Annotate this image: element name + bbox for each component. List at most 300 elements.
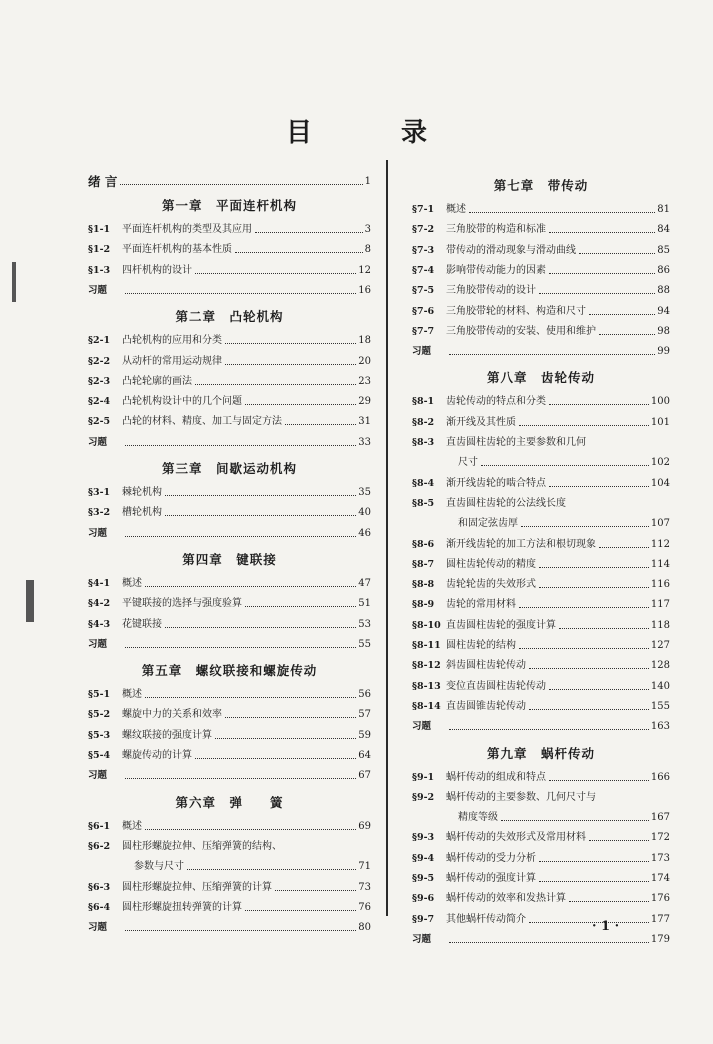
section-number: §6-1 — [88, 820, 111, 832]
leader-dots — [285, 424, 356, 425]
section-number: §6-4 — [88, 901, 111, 913]
page-ref: 53 — [358, 618, 371, 630]
toc-entry[interactable] — [412, 788, 670, 804]
page-number: · 1 · — [592, 919, 620, 934]
page-ref: 85 — [657, 244, 670, 256]
toc-entry[interactable] — [88, 483, 371, 499]
section-number: §9-3 — [412, 832, 435, 844]
page-ref: 167 — [650, 812, 670, 824]
leader-dots — [569, 901, 649, 902]
section-number: §9-7 — [412, 913, 435, 925]
section-number: §8-1 — [412, 396, 435, 408]
page-ref: 35 — [358, 487, 371, 498]
section-number: §6-3 — [88, 881, 111, 893]
entry-title: 圆柱齿轮的结构 — [446, 640, 516, 651]
leader-dots — [529, 922, 649, 923]
entry-title: 概述 — [122, 820, 142, 832]
toc-entry[interactable] — [412, 322, 670, 338]
page-ref: 94 — [657, 305, 670, 317]
toc-entry[interactable] — [412, 849, 670, 865]
section-number: §9-1 — [412, 771, 435, 783]
toc-entry[interactable] — [88, 433, 371, 449]
entry-title: 概述 — [122, 689, 142, 701]
toc-entry[interactable] — [88, 705, 371, 721]
toc-entry[interactable] — [88, 746, 371, 762]
chapter-heading: 第七章 带传动 — [493, 178, 589, 193]
entry-title: 概述 — [122, 577, 142, 589]
toc-entry[interactable] — [412, 636, 670, 652]
entry-title: 渐开线及其性质 — [446, 416, 516, 428]
page-ref: 173 — [650, 852, 670, 864]
leader-dots — [255, 232, 363, 233]
leader-dots — [225, 343, 356, 344]
section-number: §2-4 — [88, 396, 111, 408]
leader-dots — [125, 536, 356, 537]
toc-entry[interactable] — [412, 828, 670, 844]
section-number: §1-1 — [88, 224, 111, 235]
section-number: 习题 — [88, 284, 108, 296]
toc-entry[interactable] — [88, 635, 371, 651]
leader-dots — [539, 567, 649, 568]
entry-title: 其他蜗杆传动简介 — [446, 913, 526, 925]
page-ref: 118 — [650, 619, 670, 631]
leader-dots — [539, 881, 649, 882]
toc-entry[interactable] — [412, 474, 670, 490]
page-ref: 40 — [358, 507, 371, 519]
toc-entry[interactable] — [412, 869, 670, 885]
chapter-heading: 第二章 凸轮机构 — [175, 309, 284, 325]
leader-dots — [549, 486, 649, 487]
toc-entry[interactable] — [88, 240, 371, 256]
section-number: §7-5 — [412, 285, 435, 297]
page-ref: 3 — [364, 224, 371, 235]
toc-entry[interactable] — [88, 594, 371, 610]
section-number: §8-9 — [412, 599, 435, 611]
page-ref: 127 — [650, 640, 670, 651]
page-ref: 12 — [358, 264, 371, 276]
entry-title: 四杆机构的设计 — [122, 264, 192, 276]
entry-title: 三角胶带轮的材料、构造和尺寸 — [446, 305, 586, 317]
page-ref: 71 — [358, 861, 371, 873]
page-ref: 102 — [650, 457, 670, 469]
section-number: §7-3 — [412, 244, 435, 256]
toc-entry[interactable] — [88, 524, 371, 540]
toc-entry[interactable] — [412, 889, 670, 905]
page-ref: 18 — [358, 335, 371, 347]
leader-dots — [521, 526, 649, 527]
leader-dots — [449, 354, 655, 355]
page-ref: 8 — [364, 244, 371, 256]
toc-entry[interactable] — [412, 808, 670, 824]
leader-dots — [245, 910, 356, 911]
leader-dots — [549, 780, 649, 781]
section-number: §8-5 — [412, 497, 435, 509]
leader-dots — [187, 869, 356, 870]
entry-title: 螺旋中力的关系和效率 — [122, 709, 222, 721]
toc-entry[interactable] — [412, 697, 670, 713]
toc-intro-row[interactable] — [88, 172, 371, 188]
column-divider — [386, 160, 388, 916]
toc-entry[interactable] — [412, 555, 670, 571]
entry-title: 圆柱形螺旋扭转弹簧的计算 — [122, 901, 242, 913]
entry-title: 槽轮机构 — [122, 507, 162, 519]
page-ref: 116 — [650, 579, 670, 591]
entry-title: 齿轮的常用材料 — [446, 599, 516, 611]
page-ref: 112 — [650, 538, 670, 550]
leader-dots — [125, 647, 356, 648]
page-ref: 51 — [358, 598, 371, 610]
leader-dots — [215, 738, 356, 739]
chapter-heading: 第六章 弹 簧 — [175, 794, 284, 810]
chapter-heading: 第三章 间歇运动机构 — [161, 461, 297, 476]
page-ref: 100 — [650, 396, 670, 408]
toc-entry[interactable] — [412, 494, 670, 510]
page-ref: 69 — [358, 820, 371, 832]
toc-entry[interactable] — [88, 615, 371, 631]
leader-dots — [235, 252, 363, 253]
section-number: §7-1 — [412, 204, 435, 215]
section-number: 习题 — [412, 721, 432, 733]
section-number: §5-4 — [88, 750, 111, 761]
toc-entry[interactable] — [412, 910, 670, 926]
leader-dots — [501, 820, 649, 821]
entry-title: 带传动的滑动现象与滑动曲线 — [446, 244, 576, 256]
entry-title: 和固定弦齿厚 — [458, 518, 518, 530]
toc-entry[interactable] — [88, 726, 371, 742]
scan-mark — [12, 262, 16, 302]
page-ref: 31 — [358, 416, 371, 428]
page-ref: 46 — [358, 527, 371, 539]
entry-title: 从动杆的常用运动规律 — [122, 355, 222, 367]
entry-title: 齿轮传动的特点和分类 — [446, 396, 546, 408]
leader-dots — [145, 697, 356, 698]
toc-entry[interactable] — [412, 514, 670, 530]
leader-dots — [549, 689, 649, 690]
section-number: §2-2 — [88, 355, 111, 367]
page-title: 目 录 — [285, 118, 468, 148]
entry-title: 平面连杆机构的基本性质 — [122, 244, 232, 256]
entry-title: 花键联接 — [122, 618, 162, 630]
leader-dots — [539, 293, 655, 294]
toc-entry[interactable] — [412, 392, 670, 408]
page-ref: 166 — [650, 771, 670, 783]
leader-dots — [481, 465, 649, 466]
section-number: 习题 — [88, 922, 108, 934]
leader-dots — [165, 627, 356, 628]
toc-entry[interactable] — [412, 677, 670, 693]
entry-title: 三角胶带的构造和标准 — [446, 224, 546, 236]
page-ref: 176 — [650, 893, 670, 905]
leader-dots — [165, 515, 356, 516]
leader-dots — [195, 758, 356, 759]
chapter-heading: 第九章 蜗杆传动 — [486, 745, 595, 761]
toc-entry[interactable] — [88, 817, 371, 833]
toc-entry[interactable] — [88, 372, 371, 388]
toc-entry[interactable] — [88, 352, 371, 368]
toc-entry[interactable] — [412, 535, 670, 551]
page-ref: 86 — [657, 264, 670, 276]
section-number: §8-12 — [412, 660, 441, 672]
leader-dots — [589, 840, 649, 841]
entry-title: 直齿圆柱齿轮的强度计算 — [446, 619, 556, 631]
entry-title: 凸轮的材料、精度、加工与固定方法 — [122, 416, 282, 428]
page-ref: 29 — [358, 396, 371, 408]
section-number: §3-2 — [88, 507, 111, 519]
section-number: §9-2 — [412, 791, 435, 803]
section-number: §2-1 — [88, 335, 111, 347]
toc-entry[interactable] — [88, 261, 371, 277]
page-ref: 172 — [650, 832, 670, 844]
entry-title: 直齿圆锥齿轮传动 — [446, 700, 526, 712]
section-number: §5-2 — [88, 709, 111, 721]
leader-dots — [599, 334, 655, 335]
leader-dots — [245, 606, 356, 607]
toc-entry[interactable] — [412, 302, 670, 318]
page-ref: 16 — [358, 284, 371, 296]
section-number: §4-1 — [88, 577, 111, 589]
entry-title: 圆柱形螺旋拉伸、压缩弹簧的计算 — [122, 881, 272, 893]
page-ref: 55 — [358, 638, 371, 650]
entry-title: 蜗杆传动的主要参数、几何尺寸与 — [446, 791, 596, 803]
toc-entry[interactable] — [88, 878, 371, 894]
page-ref: 64 — [358, 750, 371, 761]
entry-title: 斜齿圆柱齿轮传动 — [446, 660, 526, 672]
section-number: 习题 — [88, 770, 108, 782]
chapter-heading: 第八章 齿轮传动 — [486, 370, 595, 386]
page-ref: 98 — [657, 325, 670, 337]
leader-dots — [529, 709, 649, 710]
toc-entry[interactable] — [412, 342, 670, 358]
section-number: §8-6 — [412, 538, 435, 550]
toc-entry[interactable] — [88, 918, 371, 934]
section-number: §6-2 — [88, 840, 111, 852]
scan-mark — [26, 580, 34, 622]
toc-entry[interactable] — [88, 857, 371, 873]
leader-dots — [225, 364, 356, 365]
page-ref: 67 — [358, 770, 371, 782]
page-ref: 163 — [650, 721, 670, 733]
leader-dots — [549, 273, 655, 274]
entry-title: 蜗杆传动的强度计算 — [446, 873, 536, 884]
leader-dots — [549, 404, 649, 405]
entry-title: 平键联接的选择与强度验算 — [122, 598, 242, 610]
section-number: §8-11 — [412, 640, 441, 651]
toc-entry[interactable] — [88, 503, 371, 519]
leader-dots — [549, 232, 655, 233]
section-number: §9-5 — [412, 873, 435, 884]
toc-entry[interactable] — [412, 200, 670, 216]
page-ref: 99 — [657, 346, 670, 358]
page-ref: 47 — [358, 577, 371, 589]
entry-title: 三角胶带传动的设计 — [446, 285, 536, 297]
section-number: 习题 — [412, 933, 432, 945]
section-number: §8-8 — [412, 579, 435, 591]
section-number: §2-5 — [88, 416, 111, 428]
toc-entry[interactable] — [412, 281, 670, 297]
leader-dots — [165, 495, 356, 496]
page-ref: 80 — [358, 922, 371, 934]
page-ref: 114 — [650, 558, 670, 570]
toc-entry[interactable] — [412, 717, 670, 733]
section-number: §8-10 — [412, 619, 441, 631]
page-ref: 73 — [358, 881, 371, 893]
entry-title: 渐开线齿轮的啮合特点 — [446, 477, 546, 489]
leader-dots — [539, 861, 649, 862]
leader-dots — [125, 778, 356, 779]
chapter-heading: 第四章 键联接 — [182, 551, 277, 567]
section-number: §8-13 — [412, 680, 441, 692]
leader-dots — [125, 930, 356, 931]
section-number: 习题 — [88, 527, 108, 539]
toc-entry[interactable] — [88, 392, 371, 408]
toc-entry[interactable] — [88, 331, 371, 347]
toc-entry[interactable] — [412, 241, 670, 257]
page-ref: 117 — [650, 599, 670, 611]
entry-title: 直齿圆柱齿轮的公法线长度 — [446, 497, 566, 509]
page-ref: 20 — [358, 355, 371, 367]
page-ref: 88 — [657, 285, 670, 297]
section-number: §9-6 — [412, 893, 435, 905]
leader-dots — [599, 547, 649, 548]
page-ref: 33 — [358, 436, 371, 448]
leader-dots — [449, 942, 649, 943]
toc-entry[interactable] — [412, 768, 670, 784]
section-number: §1-2 — [88, 244, 111, 256]
leader-dots — [539, 587, 649, 588]
leader-dots — [559, 628, 649, 629]
page-ref: 23 — [358, 375, 371, 387]
entry-title: 圆柱形螺旋拉伸、压缩弹簧的结构、 — [122, 840, 282, 852]
leader-dots — [579, 253, 655, 254]
entry-title: 尺寸 — [458, 457, 478, 469]
section-number: §4-2 — [88, 598, 111, 610]
section-number: §7-7 — [412, 325, 435, 337]
page-ref: 179 — [650, 933, 670, 945]
section-number: §8-14 — [412, 700, 441, 712]
toc-entry[interactable] — [412, 656, 670, 672]
toc-entry[interactable] — [412, 433, 670, 449]
page-ref: 104 — [650, 477, 670, 489]
entry-title: 蜗杆传动的失效形式及常用材料 — [446, 832, 586, 844]
toc-entry[interactable] — [88, 685, 371, 701]
entry-title: 棘轮机构 — [122, 487, 162, 498]
toc-entry[interactable] — [88, 837, 371, 853]
page-ref: 155 — [650, 700, 670, 712]
section-number: §9-4 — [412, 852, 435, 864]
section-number: §1-3 — [88, 264, 111, 276]
toc-entry[interactable] — [88, 281, 371, 297]
entry-title: 螺旋传动的计算 — [122, 750, 192, 761]
leader-dots — [469, 212, 655, 213]
page-ref: 57 — [358, 709, 371, 721]
section-number: §5-1 — [88, 689, 111, 701]
section-number: §8-7 — [412, 558, 435, 570]
entry-title: 平面连杆机构的类型及其应用 — [122, 224, 252, 235]
toc-entry[interactable] — [412, 575, 670, 591]
entry-title: 蜗杆传动的效率和发热计算 — [446, 893, 566, 905]
section-number: 习题 — [412, 346, 432, 358]
toc-entry[interactable] — [88, 898, 371, 914]
section-number: 习题 — [88, 436, 108, 448]
entry-title: 概述 — [446, 204, 466, 215]
toc-entry[interactable] — [412, 616, 670, 632]
section-number: §5-3 — [88, 729, 111, 741]
leader-dots — [145, 586, 356, 587]
chapter-heading: 第五章 螺纹联接和螺旋传动 — [141, 663, 318, 679]
leader-dots — [529, 668, 649, 669]
section-number: §7-4 — [412, 264, 435, 276]
toc-entry[interactable] — [88, 574, 371, 590]
toc-entry[interactable] — [412, 261, 670, 277]
page-ref: 177 — [650, 913, 670, 925]
leader-dots — [145, 829, 356, 830]
page-ref: 76 — [358, 901, 371, 913]
leader-dots — [589, 314, 655, 315]
intro-label: 绪 言 — [88, 174, 118, 189]
section-number: §3-1 — [88, 487, 111, 498]
page-ref: 81 — [657, 204, 670, 215]
chapter-heading: 第一章 平面连杆机构 — [161, 198, 297, 213]
entry-title: 影响带传动能力的因素 — [446, 264, 546, 276]
toc-entry[interactable] — [412, 595, 670, 611]
leader-dots — [245, 404, 356, 405]
leader-dots — [519, 425, 649, 426]
page-ref: 107 — [650, 518, 670, 530]
toc-entry[interactable] — [88, 220, 371, 236]
page-ref: 101 — [650, 416, 670, 428]
entry-title: 变位直齿圆柱齿轮传动 — [446, 680, 546, 692]
toc-entry[interactable] — [412, 453, 670, 469]
section-number: §7-2 — [412, 224, 435, 236]
leader-dots — [275, 890, 356, 891]
entry-title: 三角胶带传动的安装、使用和维护 — [446, 325, 596, 337]
entry-title: 齿轮轮齿的失效形式 — [446, 579, 536, 591]
leader-dots — [519, 607, 649, 608]
entry-title: 凸轮轮廓的画法 — [122, 375, 192, 387]
toc-entry[interactable] — [412, 930, 670, 946]
leader-dots — [195, 384, 356, 385]
toc-entry[interactable] — [412, 413, 670, 429]
page-ref: 59 — [358, 729, 371, 741]
section-number: 习题 — [88, 638, 108, 650]
page-ref: 174 — [650, 873, 670, 884]
entry-title: 精度等级 — [458, 812, 498, 824]
section-number: §4-3 — [88, 618, 111, 630]
intro-page: 1 — [364, 176, 371, 187]
leader-dots — [125, 293, 356, 294]
entry-title: 直齿圆柱齿轮的主要参数和几何 — [446, 437, 586, 448]
entry-title: 渐开线齿轮的加工方法和根切现象 — [446, 538, 596, 550]
page-ref: 56 — [358, 689, 371, 701]
page-ref: 84 — [657, 224, 670, 236]
entry-title: 螺纹联接的强度计算 — [122, 729, 212, 741]
entry-title: 蜗杆传动的组成和特点 — [446, 771, 546, 783]
section-number: §8-2 — [412, 416, 435, 428]
entry-title: 圆柱齿轮传动的精度 — [446, 558, 536, 570]
toc-entry[interactable] — [88, 412, 371, 428]
leader-dots — [125, 445, 356, 446]
section-number: §7-6 — [412, 305, 435, 317]
page-ref: 128 — [650, 660, 670, 672]
section-number: §8-4 — [412, 477, 435, 489]
entry-title: 凸轮机构设计中的几个问题 — [122, 396, 242, 408]
leader-dots — [195, 273, 356, 274]
entry-title: 凸轮机构的应用和分类 — [122, 335, 222, 347]
leader-dots — [449, 729, 649, 730]
toc-entry[interactable] — [88, 766, 371, 782]
leader-dots — [519, 648, 649, 649]
toc-entry[interactable] — [412, 220, 670, 236]
